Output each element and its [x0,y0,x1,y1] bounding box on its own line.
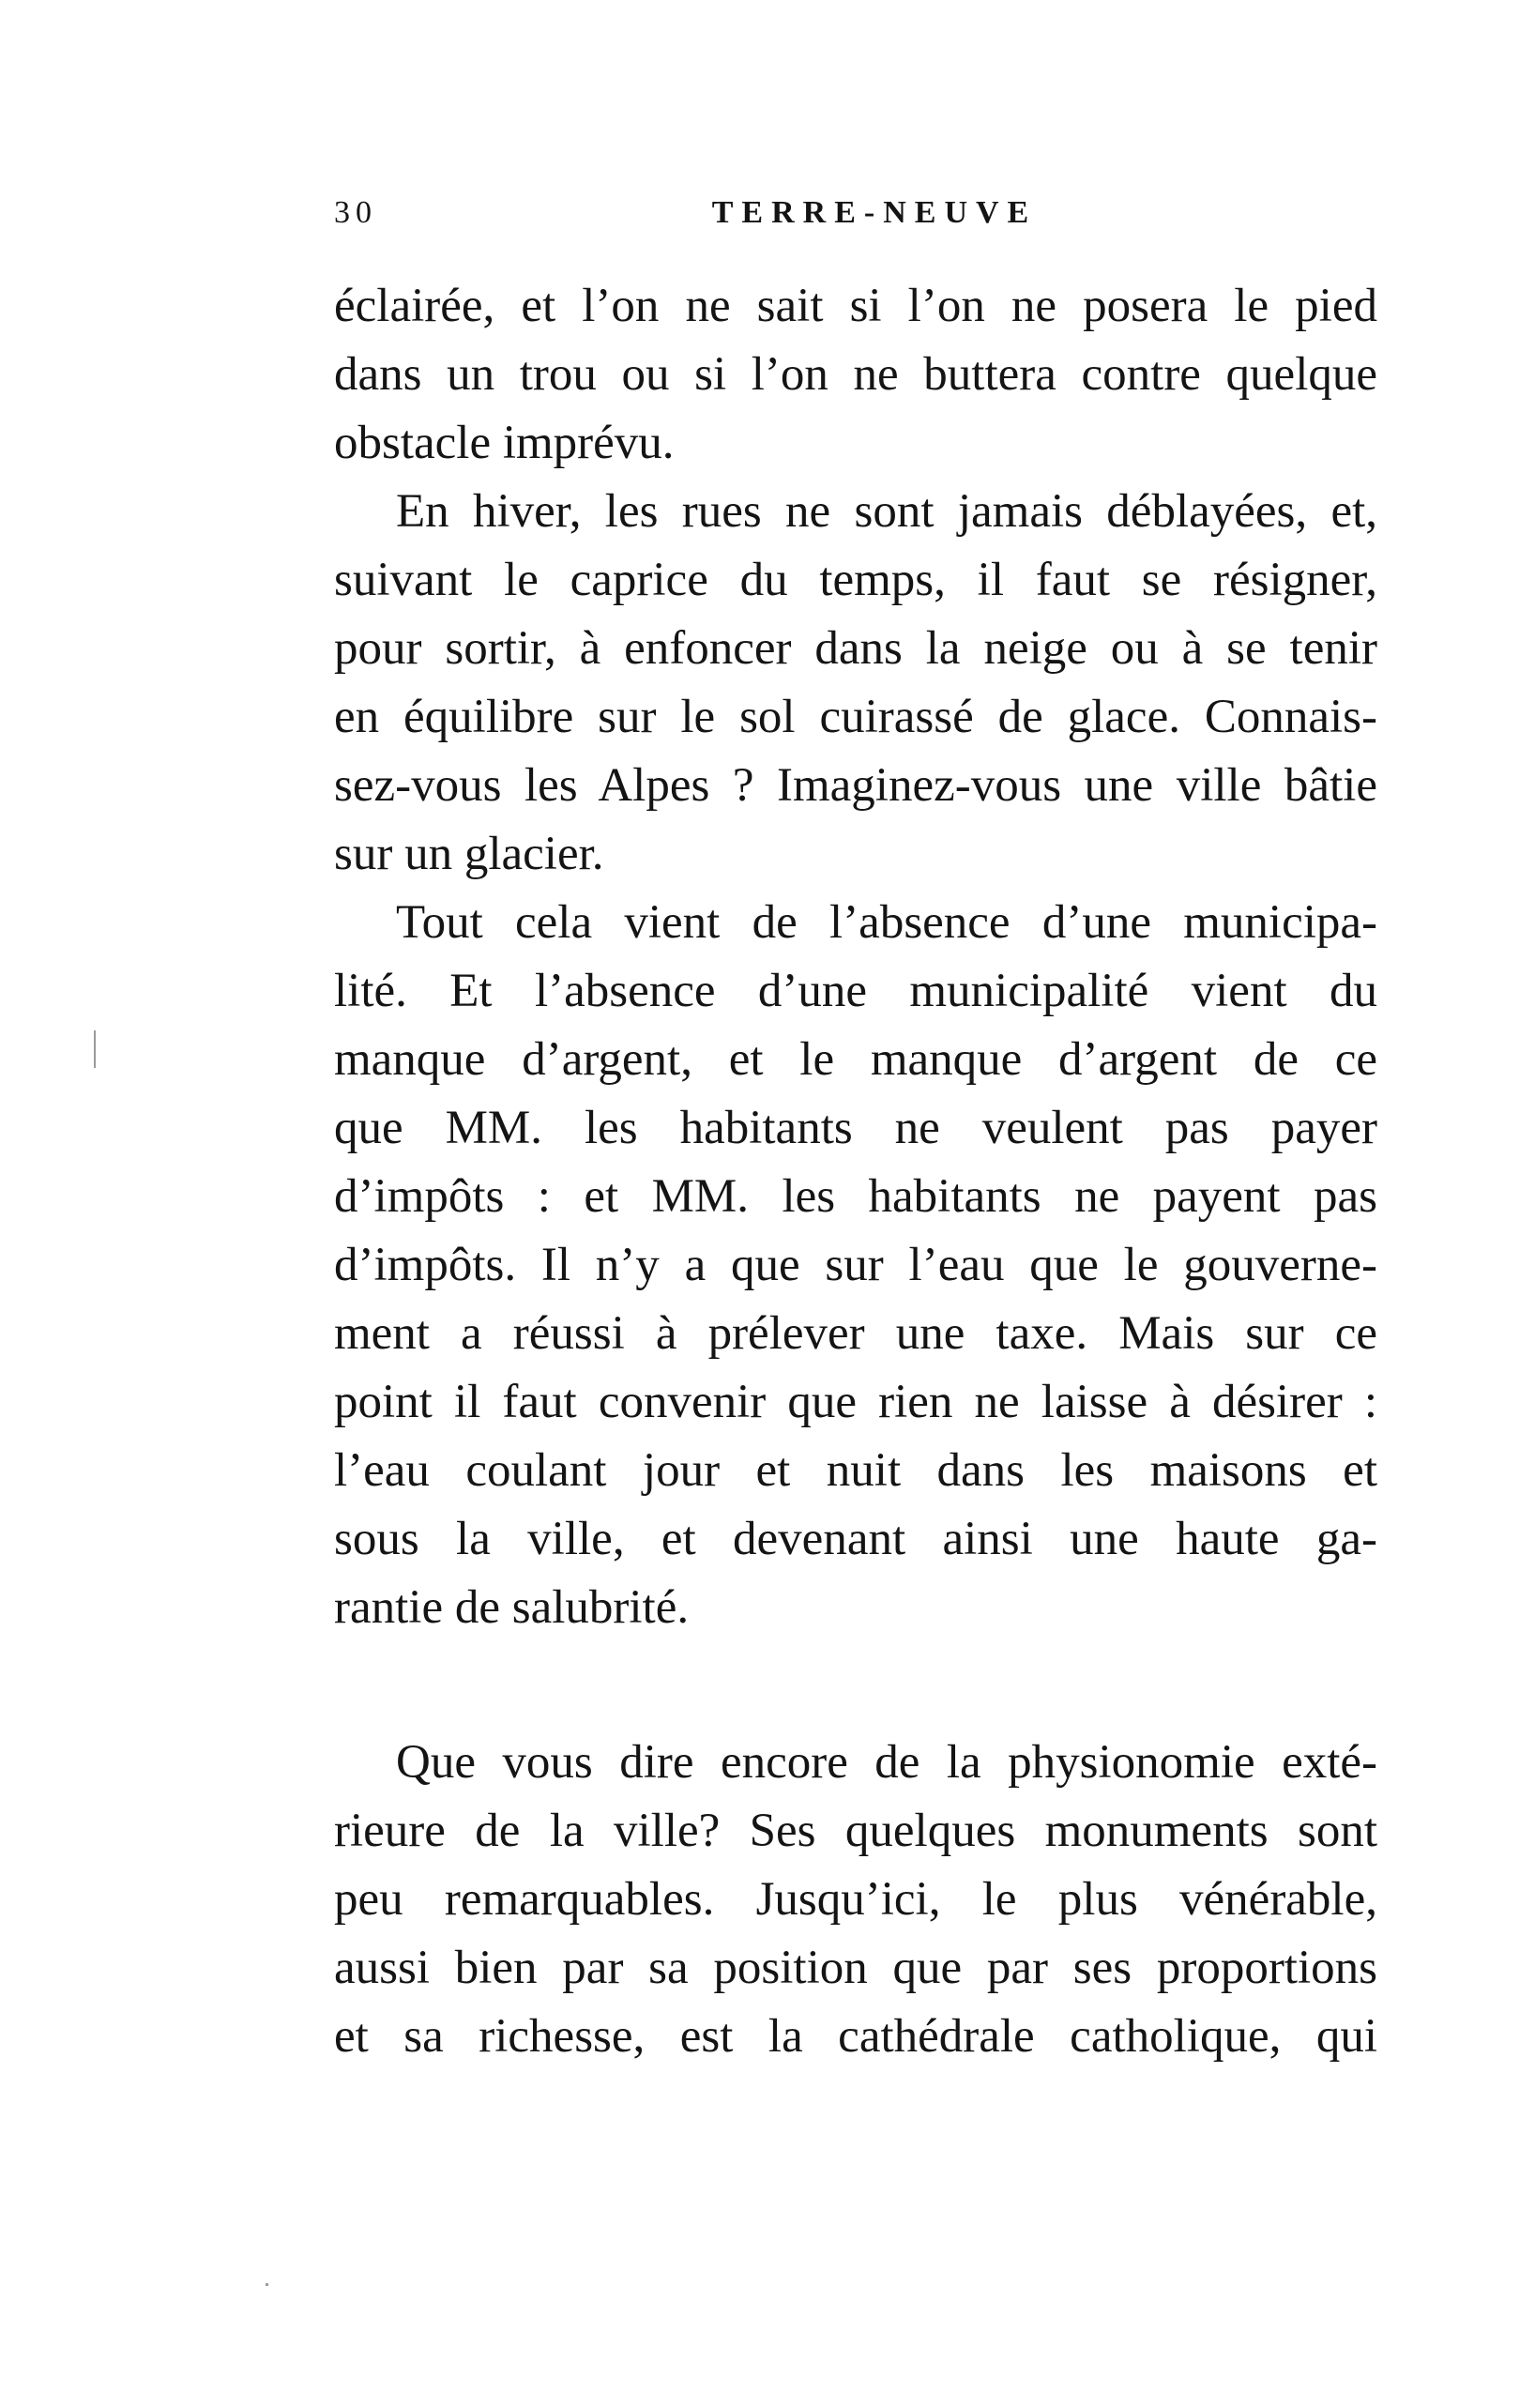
text-line: aussi bien par sa position que par ses proportions [334,1942,1377,1994]
text-line: d’impôts. Il n’y a que sur l’eau que le gouverne- [334,1239,1377,1291]
text-line: ment a réussi à prélever une taxe. Mais sur ce [334,1307,1377,1360]
running-title: TERRE-NEUVE [711,195,1038,230]
text-line: que MM. les habitants ne veulent pas payer [334,1102,1377,1154]
text-line: suivant le caprice du temps, il faut se résigner, [334,554,1377,606]
paragraph-2 [334,478,1377,889]
section-break [334,1642,1377,1729]
scan-artifact-mark [94,1030,96,1068]
text-line: en équilibre sur le sol cuirassé de glace. Connais- [334,691,1377,743]
paragraph-3 [334,889,1377,1642]
text-line: l’eau coulant jour et nuit dans les maisons et [334,1444,1377,1497]
page-number: 30 [334,195,377,230]
text-line: peu remarquables. Jusqu’ici, le plus vénérable, [334,1873,1377,1926]
text-line: éclairée, et l’on ne sait si l’on ne posera le pied [334,280,1377,332]
text-line: rieure de la ville? Ses quelques monuments sont [334,1805,1377,1857]
text-line: pour sortir, à enfoncer dans la neige ou à se tenir [334,622,1377,675]
paragraph-1 [334,272,1377,478]
text-line: sez-vous les Alpes ? Imaginez-vous une ville bâtie [334,759,1377,812]
paragraph-4 [334,1729,1377,2071]
text-line: manque d’argent, et le manque d’argent de ce [334,1033,1377,1086]
text-line: Que vous dire encore de la physionomie exté- [396,1736,1377,1789]
text-line: et sa richesse, est la cathédrale catholique, qui [334,2010,1377,2063]
text-line: d’impôts : et MM. les habitants ne payent pas [334,1170,1377,1223]
text-line: sur un glacier. [334,828,604,880]
text-line: dans un trou ou si l’on ne buttera contre quelque [334,348,1377,401]
text-line: lité. Et l’absence d’une municipalité vient du [334,965,1377,1017]
text-line: obstacle imprévu. [334,417,675,469]
text-line: Tout cela vient de l’absence d’une municipa- [396,896,1377,949]
text-line: point il faut convenir que rien ne laisse à désirer : [334,1376,1377,1428]
running-head [334,195,1377,244]
scan-artifact-mark [266,2283,268,2286]
text-line: En hiver, les rues ne sont jamais déblayées, et, [396,485,1377,538]
text-line: sous la ville, et devenant ainsi une haute ga- [334,1513,1377,1565]
text-line: rantie de salubrité. [334,1581,690,1634]
body-text [334,272,1377,2071]
